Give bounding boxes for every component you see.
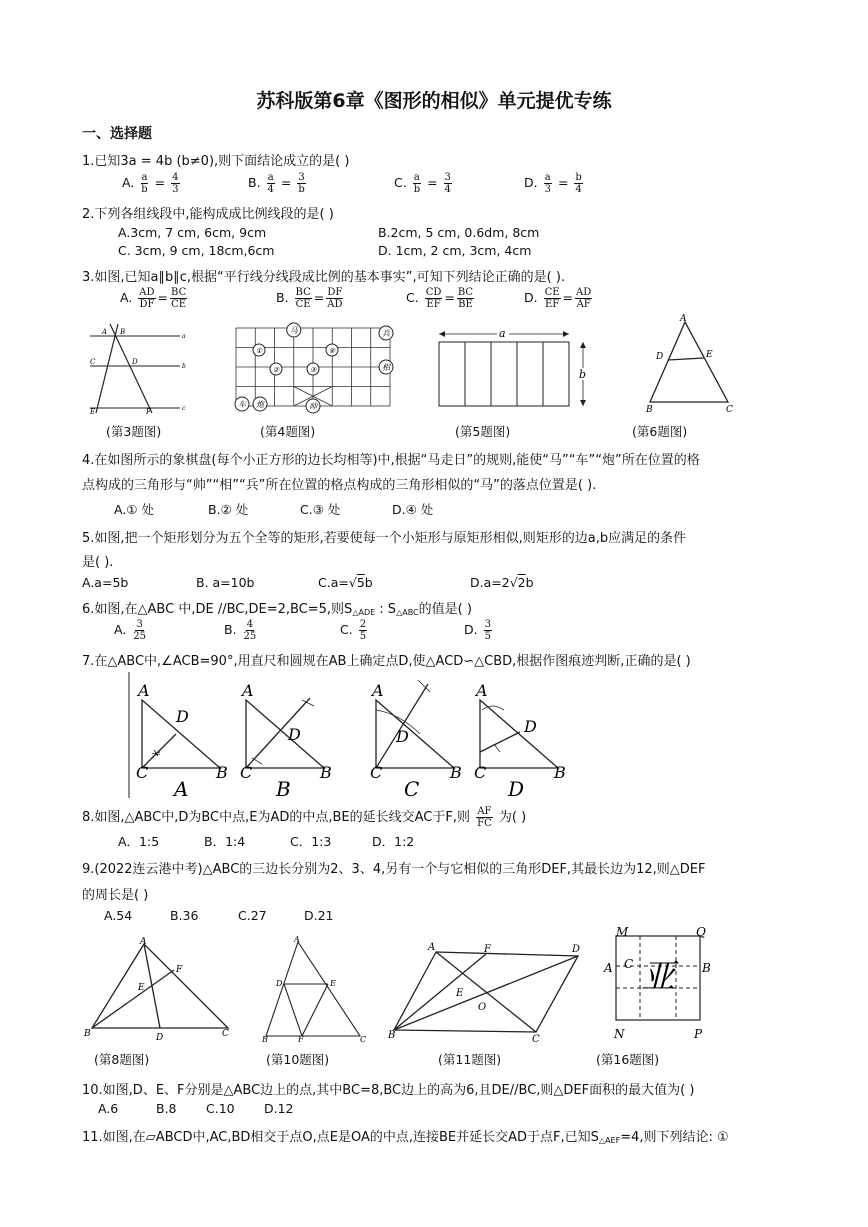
svg-text:A: A — [174, 777, 189, 800]
caption-figure-8: (第8题图) — [94, 1052, 150, 1067]
q10-option-c: C.10 — [206, 1101, 235, 1116]
svg-text:B: B — [216, 763, 228, 782]
question-8-stem: 8.如图,△ABC中,D为BC中点,E为AD的中点,BE的延长线交AC于F,则 $\frac{AF}{FC}$ 为( ) — [82, 806, 527, 829]
svg-text:C: C — [240, 763, 253, 782]
svg-text:a: a — [182, 333, 186, 340]
svg-text:D: D — [656, 352, 664, 362]
svg-text:A: A — [242, 681, 254, 700]
caption-figure-11: (第11题图) — [438, 1052, 502, 1067]
svg-text:C: C — [404, 777, 420, 800]
figure-4-chessboard — [230, 322, 400, 414]
svg-text:Q: Q — [696, 926, 706, 939]
svg-text:B: B — [120, 328, 126, 336]
q1-option-d: D. $\frac{a}{3}$ = $\frac{b}{4}$ — [524, 172, 582, 195]
svg-text:A: A — [138, 681, 150, 700]
svg-text:b: b — [579, 368, 587, 381]
svg-text:b: b — [182, 363, 186, 370]
q2-option-c: C. 3cm, 9 cm, 18cm,6cm — [118, 243, 275, 258]
svg-text:D: D — [524, 717, 537, 736]
chess-position-4: ④ — [328, 347, 336, 355]
q6-option-b: B. $\frac{4}{25}$ — [224, 619, 257, 642]
svg-text:F: F — [484, 944, 491, 955]
figure-3-parallel-lines — [88, 322, 188, 414]
svg-text:B: B — [450, 763, 462, 782]
caption-figure-5: (第5题图) — [455, 424, 511, 439]
svg-text:B: B — [84, 1029, 91, 1039]
svg-text:A: A — [680, 314, 687, 324]
q6-option-d: D. $\frac{3}{5}$ — [464, 619, 491, 642]
q9-option-c: C.27 — [238, 908, 267, 923]
svg-text:B: B — [262, 1035, 268, 1042]
figure-5-rectangle — [433, 322, 603, 414]
q9-option-b: B.36 — [170, 908, 199, 923]
svg-text:D: D — [396, 727, 409, 746]
svg-text:A: A — [294, 936, 300, 944]
q2-option-b: B.2cm, 5 cm, 0.6dm, 8cm — [378, 225, 540, 240]
caption-figure-16: (第16题图) — [596, 1052, 660, 1067]
q10-option-d: D.12 — [264, 1101, 294, 1116]
svg-text:A: A — [372, 681, 384, 700]
question-3-stem: 3.如图,已知a∥b∥c,根据“平行线分线段成比例的基本事实”,可知下列结论正确的是( ). — [82, 270, 566, 285]
figure-6-triangle — [638, 312, 742, 416]
chess-piece-che: 车 — [238, 400, 246, 409]
svg-text:A: A — [102, 328, 108, 336]
svg-text:D: D — [156, 1033, 164, 1042]
chess-position-1: ① — [255, 347, 263, 355]
question-4-line1: 4.在如图所示的象棋盘(每个小正方形的边长均相等)中,根据“马走日”的规则,能使“马”“车”“炮”所在位置的格 — [82, 453, 700, 468]
svg-text:B: B — [554, 763, 566, 782]
figure-10-triangle — [262, 936, 372, 1042]
q3-option-a: A. $\frac{AD}{DF}$ = $\frac{BC}{CE}$ — [120, 287, 187, 310]
q9-option-d: D.21 — [304, 908, 334, 923]
caption-figure-4: (第4题图) — [260, 424, 316, 439]
svg-text:C: C — [222, 1029, 229, 1039]
chess-position-3: ③ — [309, 366, 317, 374]
figure-11-parallelogram — [388, 940, 594, 1044]
svg-text:B: B — [320, 763, 332, 782]
svg-text:A: A — [604, 961, 613, 975]
q6-option-a: A. $\frac{3}{25}$ — [114, 619, 147, 642]
svg-text:B: B — [276, 777, 291, 800]
q5-option-c: C.a=√5b — [318, 575, 373, 590]
question-5-line2: 是( ). — [82, 555, 114, 570]
svg-text:C: C — [624, 957, 634, 971]
svg-text:D: D — [288, 725, 301, 744]
question-4-line2: 点构成的三角形与“帅”“相”“兵”所在位置的格点构成的三角形相似的“马”的落点位置是( ). — [82, 478, 597, 493]
q1-option-b: B. $\frac{a}{4}$ = $\frac{3}{b}$ — [248, 172, 305, 195]
caption-figure-3: (第3题图) — [106, 424, 162, 439]
q8-option-a: A．1:5 — [118, 834, 160, 849]
svg-text:F: F — [298, 1035, 304, 1042]
q9-option-a: A.54 — [104, 908, 133, 923]
chess-position-2: ② — [272, 366, 280, 374]
svg-text:A: A — [428, 942, 436, 953]
chess-piece-bing: 兵 — [382, 329, 390, 338]
question-9-line1: 9.(2022连云港中考)△ABC的三边长分别为2、3、4,另有一个与它相似的三角形DEF,其最长边为12,则△DEF — [82, 862, 706, 877]
svg-text:D: D — [508, 777, 525, 800]
svg-text:N: N — [614, 1027, 625, 1041]
q2-option-d: D. 1cm, 2 cm, 3cm, 4cm — [378, 243, 532, 258]
figure-8-triangle — [82, 936, 234, 1042]
svg-text:E: E — [456, 988, 464, 999]
svg-text:B: B — [646, 405, 653, 415]
svg-text:C: C — [532, 1034, 540, 1044]
svg-text:O: O — [478, 1002, 487, 1013]
chess-piece-shuai: 帅 — [309, 402, 317, 411]
question-10-stem: 10.如图,D、E、F分别是△ABC边上的点,其中BC=8,BC边上的高为6,且DE//BC,则△DEF面积的最大值为( ) — [82, 1083, 695, 1098]
page-title: 苏科版第6章《图形的相似》单元提优专练 — [256, 90, 612, 112]
svg-text:C: C — [726, 405, 733, 415]
q8-option-b: B．1:4 — [204, 834, 246, 849]
caption-figure-6: (第6题图) — [632, 424, 688, 439]
svg-text:F: F — [146, 408, 151, 414]
svg-text:D: D — [176, 707, 189, 726]
svg-text:E: E — [330, 979, 336, 988]
question-2-stem: 2.下列各组线段中,能构成成比例线段的是( ) — [82, 207, 334, 222]
svg-text:E: E — [90, 408, 96, 414]
svg-text:C: C — [136, 763, 149, 782]
q5-option-b: B. a=10b — [196, 575, 255, 590]
svg-text:A: A — [476, 681, 488, 700]
chess-piece-ma: 马 — [289, 326, 298, 335]
question-9-line2: 的周长是( ) — [82, 888, 149, 903]
svg-text:B: B — [702, 961, 711, 975]
question-7-stem: 7.在△ABC中,∠ACB=90°,用直尺和圆规在AB上确定点D,使△ACD∽△CBD,根据作图痕迹判断,正确的是( ) — [82, 654, 691, 669]
section-heading: 一、选择题 — [82, 126, 152, 142]
svg-text:D: D — [572, 944, 581, 955]
q1-option-a: A. $\frac{a}{b}$ = $\frac{4}{3}$ — [122, 172, 179, 195]
svg-text:C: C — [370, 763, 383, 782]
svg-text:a: a — [499, 327, 506, 340]
figure-16-character — [598, 926, 718, 1042]
q4-option-c: C.③ 处 — [300, 502, 341, 517]
q3-option-d: D. $\frac{CE}{EF}$ = $\frac{AD}{AF}$ — [524, 287, 592, 310]
svg-text:A: A — [140, 937, 147, 947]
q10-option-a: A.6 — [98, 1101, 119, 1116]
question-5-line1: 5.如图,把一个矩形划分为五个全等的矩形,若要使每一个小矩形与原矩形相似,则矩形的边a,b应满足的条件 — [82, 531, 687, 546]
q3-option-c: C. $\frac{CD}{EF}$ = $\frac{BC}{BE}$ — [406, 287, 474, 310]
chess-piece-xiang: 相 — [382, 363, 390, 372]
svg-text:M: M — [616, 926, 629, 939]
svg-text:P: P — [694, 1027, 703, 1041]
q10-option-b: B.8 — [156, 1101, 177, 1116]
svg-text:D: D — [276, 979, 283, 988]
q8-option-c: C．1:3 — [290, 834, 332, 849]
svg-text:C: C — [90, 358, 96, 366]
figure-7-constructions — [128, 670, 588, 800]
q1-option-c: C. $\frac{a}{b}$ = $\frac{3}{4}$ — [394, 172, 451, 195]
svg-text:D: D — [132, 358, 138, 366]
svg-text:B: B — [388, 1030, 396, 1041]
q5-option-a: A.a=5b — [82, 575, 129, 590]
q4-option-a: A.① 处 — [114, 502, 154, 517]
question-6-stem: 6.如图,在△ABC 中,DE //BC,DE=2,BC=5,则$S_{\triangle ADE}$ : $S_{\triangle ABC}$的值是( ) — [82, 602, 472, 617]
chess-piece-pao: 炮 — [256, 400, 264, 409]
question-1-stem: 1.已知3a = 4b (b≠0),则下面结论成立的是( ) — [82, 154, 350, 169]
q5-option-d: D.a=2√2b — [470, 575, 534, 590]
svg-text:C: C — [474, 763, 487, 782]
svg-text:E: E — [138, 983, 145, 993]
svg-text:F: F — [176, 965, 183, 975]
caption-figure-10: (第10题图) — [266, 1052, 330, 1067]
q4-option-d: D.④ 处 — [392, 502, 434, 517]
q3-option-b: B. $\frac{BC}{CE}$ = $\frac{DF}{AD}$ — [276, 287, 343, 310]
svg-text:c: c — [182, 405, 186, 412]
svg-text:E: E — [706, 350, 713, 360]
figure-16-glyph: 亚 — [641, 957, 675, 997]
svg-text:C: C — [360, 1035, 367, 1042]
question-11-stem: 11.如图,在▱ABCD中,AC,BD相交于点O,点E是OA的中点,连接BE并延长交AD于点F,已知$S_{\triangle AEF}=4$,则下列结论: ① — [82, 1130, 729, 1145]
q4-option-b: B.② 处 — [208, 502, 249, 517]
q8-option-d: D．1:2 — [372, 834, 415, 849]
q6-option-c: C. $\frac{2}{5}$ — [340, 619, 367, 642]
q2-option-a: A.3cm, 7 cm, 6cm, 9cm — [118, 225, 267, 240]
